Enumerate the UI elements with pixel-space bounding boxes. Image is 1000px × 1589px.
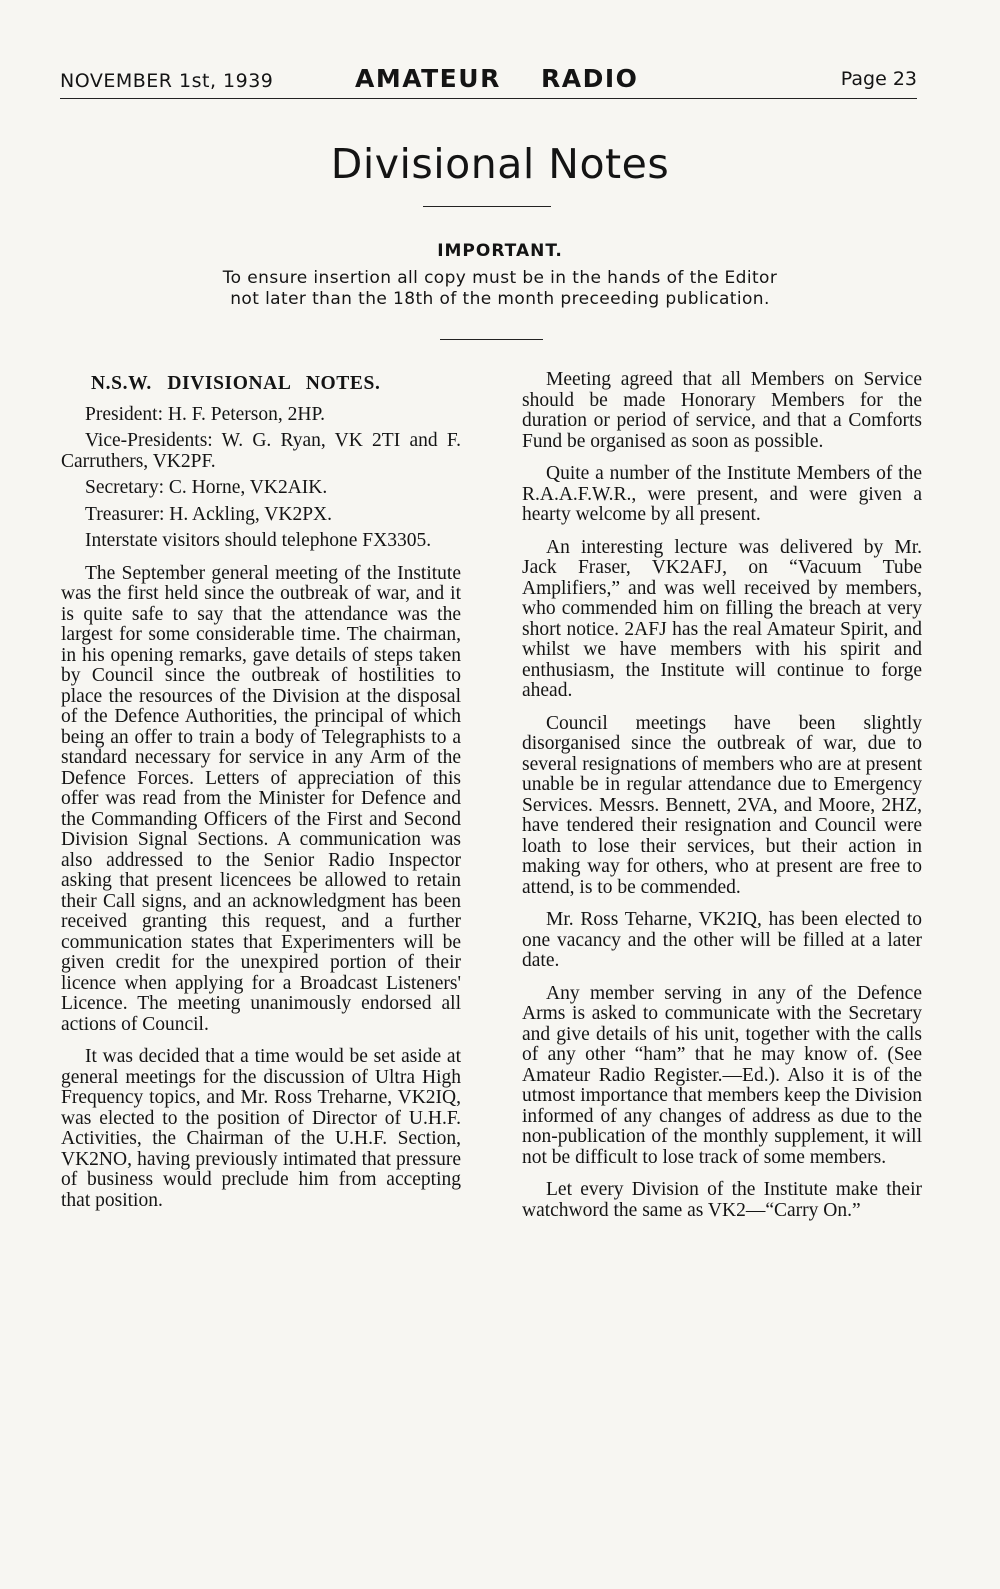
page-number: Page 23 xyxy=(840,68,917,90)
body-paragraph: Let every Division of the Institute make their watchword the same as VK2—“Carry On.” xyxy=(522,1179,922,1221)
body-paragraph: An interesting lecture was delivered by Mr. Jack Fraser, VK2AFJ, on “Vacuum Tube Amplifiers,” and was well received by members, who commended him on filling the breach at very short notice. 2AFJ has the real Amateur Spirit, and whilst we have members with his spirit and enthusiasm, the Institute will continue to forge ahead. xyxy=(522,536,922,701)
issue-date: NOVEMBER 1st, 1939 xyxy=(60,70,274,92)
title-divider xyxy=(423,206,551,207)
body-paragraph: Quite a number of the Institute Members of the R.A.A.F.W.R., were present, and were given a hearty welcome by all present. xyxy=(522,463,922,525)
body-paragraph: Mr. Ross Teharne, VK2IQ, has been elected to one vacancy and the other will be filled at a later date. xyxy=(522,909,922,971)
officer-president: President: H. F. Peterson, 2HP. xyxy=(85,403,326,425)
body-paragraph: Any member serving in any of the Defence Arms is asked to communicate with the Secretary and give details of his unit, together with the calls of any other “ham” that he may know of. (See Amateur Radio Register.—Ed.). Also it is of the utmost importance that members keep the Division informed of any changes of address as due to the non-publication of the monthly supplement, it will not be difficult to lose track of some members. xyxy=(522,982,922,1168)
body-paragraph: It was decided that a time would be set aside at general meetings for the discussion of Ultra High Frequency topics, and Mr. Ross Treharne, VK2IQ, was elected to the position of Director of U.H.F. Activities, the Chairman of the U.H.F. Section, VK2NO, having previously intimated that pressure of business would preclude him from accepting that position. xyxy=(61,1046,461,1211)
officer-vice-presidents: Vice-Presidents: W. G. Ryan, VK 2TI and F. Carruthers, VK2PF. xyxy=(61,430,461,472)
interstate-visitors-note: Interstate visitors should telephone FX3305. xyxy=(85,530,432,551)
right-column xyxy=(522,370,922,1233)
page-title: Divisional Notes xyxy=(330,140,670,188)
notice-line: not later than the 18th of the month preceeding publication. xyxy=(230,289,770,309)
body-paragraph: The September general meeting of the Institute was the first held since the outbreak of war, and it is quite safe to say that the attendance was the largest for some considerable time. The chairman, in his opening remarks, gave details of steps taken by Council since the outbreak of hostilities to place the resources of the Division at the disposal of the Defence Authorities, the principal of which being an offer to train a body of Telegraphists to a standard necessary for service in any Arm of the Defence Forces. Letters of appreciation of this offer was read from the Minister for Defence and the Commanding Officers of the First and Second Division Signal Sections. A communication was also addressed to the Senior Radio Inspector asking that present licencees be allowed to retain their Call signs, and an acknowledgment has been received granting this request, and a further communication states that Experimenters will be given credit for the unexpired portion of their licence when applying for a Broadcast Listeners' Licence. The meeting unanimously endorsed all actions of Council. xyxy=(61,562,461,1035)
section-heading: N.S.W. DIVISIONAL NOTES. xyxy=(91,373,381,394)
body-paragraph: Council meetings have been slightly disorganised since the outbreak of war, due to several resignations of members who are at present unable be in regular attendance due to Emergency Services. Messrs. Bennett, 2VA, and Moore, 2HZ, have tendered their resignation and Council were loath to lose their services, but their action in making way for others, who at present are free to attend, is to be commended. xyxy=(522,712,922,898)
officer-secretary: Secretary: C. Horne, VK2AIK. xyxy=(85,477,328,498)
notice-divider xyxy=(440,339,543,340)
notice-text xyxy=(150,268,850,310)
body-paragraph: Meeting agreed that all Members on Service should be made Honorary Members for the duration or period of service, and that a Comforts Fund be organised as soon as possible. xyxy=(522,369,922,452)
page-header xyxy=(60,64,917,99)
notice-line: To ensure insertion all copy must be in the hands of the Editor xyxy=(222,268,778,288)
officer-treasurer: Treasurer: H. Ackling, VK2PX. xyxy=(85,503,332,525)
magazine-title: AMATEUR RADIO xyxy=(355,64,639,93)
left-column xyxy=(61,370,461,1223)
notice-heading: IMPORTANT. xyxy=(437,241,563,261)
